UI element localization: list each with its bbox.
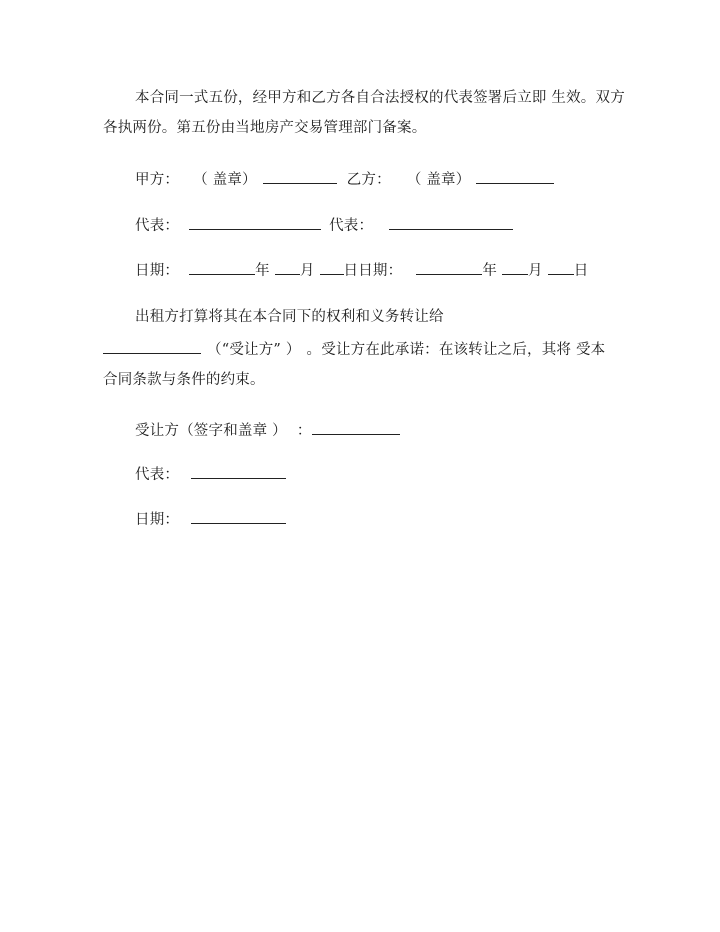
date-b-month-label: 月 (528, 263, 543, 279)
party-b-seal: （ 盖章） (406, 172, 471, 188)
party-a-signature-blank[interactable] (263, 169, 337, 184)
assignee-name-blank[interactable] (103, 339, 201, 354)
date-a-label: 日期： (135, 263, 180, 279)
date-a-day-blank[interactable] (320, 260, 344, 275)
representative-b-label: 代表： (329, 218, 374, 234)
assignee-quote: （“受让方” ） (207, 342, 301, 358)
paragraph-1-line-1: 本合同一式五份，经甲方和乙方各自合法授权的代表签署后立即 生效。双方 (135, 90, 625, 106)
date-b-label: 日日期： (343, 263, 403, 279)
representative-b-blank[interactable] (389, 215, 513, 230)
assignee-date-label: 日期： (135, 512, 180, 528)
paragraph-1-line-2: 各执两份。第五份由当地房产交易管理部门备案。 (103, 120, 427, 136)
date-a-year-blank[interactable] (189, 260, 255, 275)
paragraph-2-line-3: 合同条款与条件的约束。 (103, 372, 265, 388)
assignee-date-blank[interactable] (191, 509, 286, 524)
assignee-representative-label: 代表： (135, 467, 180, 483)
date-b-year-label: 年 (482, 263, 498, 279)
party-b-label: 乙方： (346, 172, 391, 188)
representative-row (135, 215, 513, 236)
party-seal-row (135, 169, 554, 190)
representative-a-label: 代表： (135, 218, 180, 234)
representative-a-blank[interactable] (189, 215, 321, 230)
assignee-date-row (135, 509, 286, 530)
assignee-colon: ： (296, 423, 312, 439)
assignee-representative-row (135, 464, 286, 485)
assignee-signature-row (135, 420, 400, 441)
assignee-representative-blank[interactable] (191, 464, 286, 479)
date-a-month-blank[interactable] (275, 260, 300, 275)
date-row (135, 260, 588, 281)
date-b-year-blank[interactable] (416, 260, 482, 275)
paragraph-2-line-1: 出租方打算将其在本合同下的权利和义务转让给 (135, 309, 444, 325)
paragraph-2-line-2 (103, 339, 605, 360)
assignee-signature-blank[interactable] (312, 420, 400, 435)
date-b-day-blank[interactable] (548, 260, 574, 275)
paragraph-2-line-2-rest: 。受让方在此承诺：在该转让之后，其将 受本 (306, 342, 606, 358)
date-a-month-label: 月 (299, 263, 315, 279)
date-a-year-label: 年 (255, 263, 270, 279)
date-b-month-blank[interactable] (502, 260, 528, 275)
assignee-label: 受让方（签字和盖章 ） (135, 423, 287, 439)
party-a-seal: （ 盖章） (193, 172, 257, 188)
date-b-day-label: 日 (573, 263, 589, 279)
party-a-label: 甲方： (135, 172, 180, 188)
party-b-signature-blank[interactable] (476, 169, 554, 184)
